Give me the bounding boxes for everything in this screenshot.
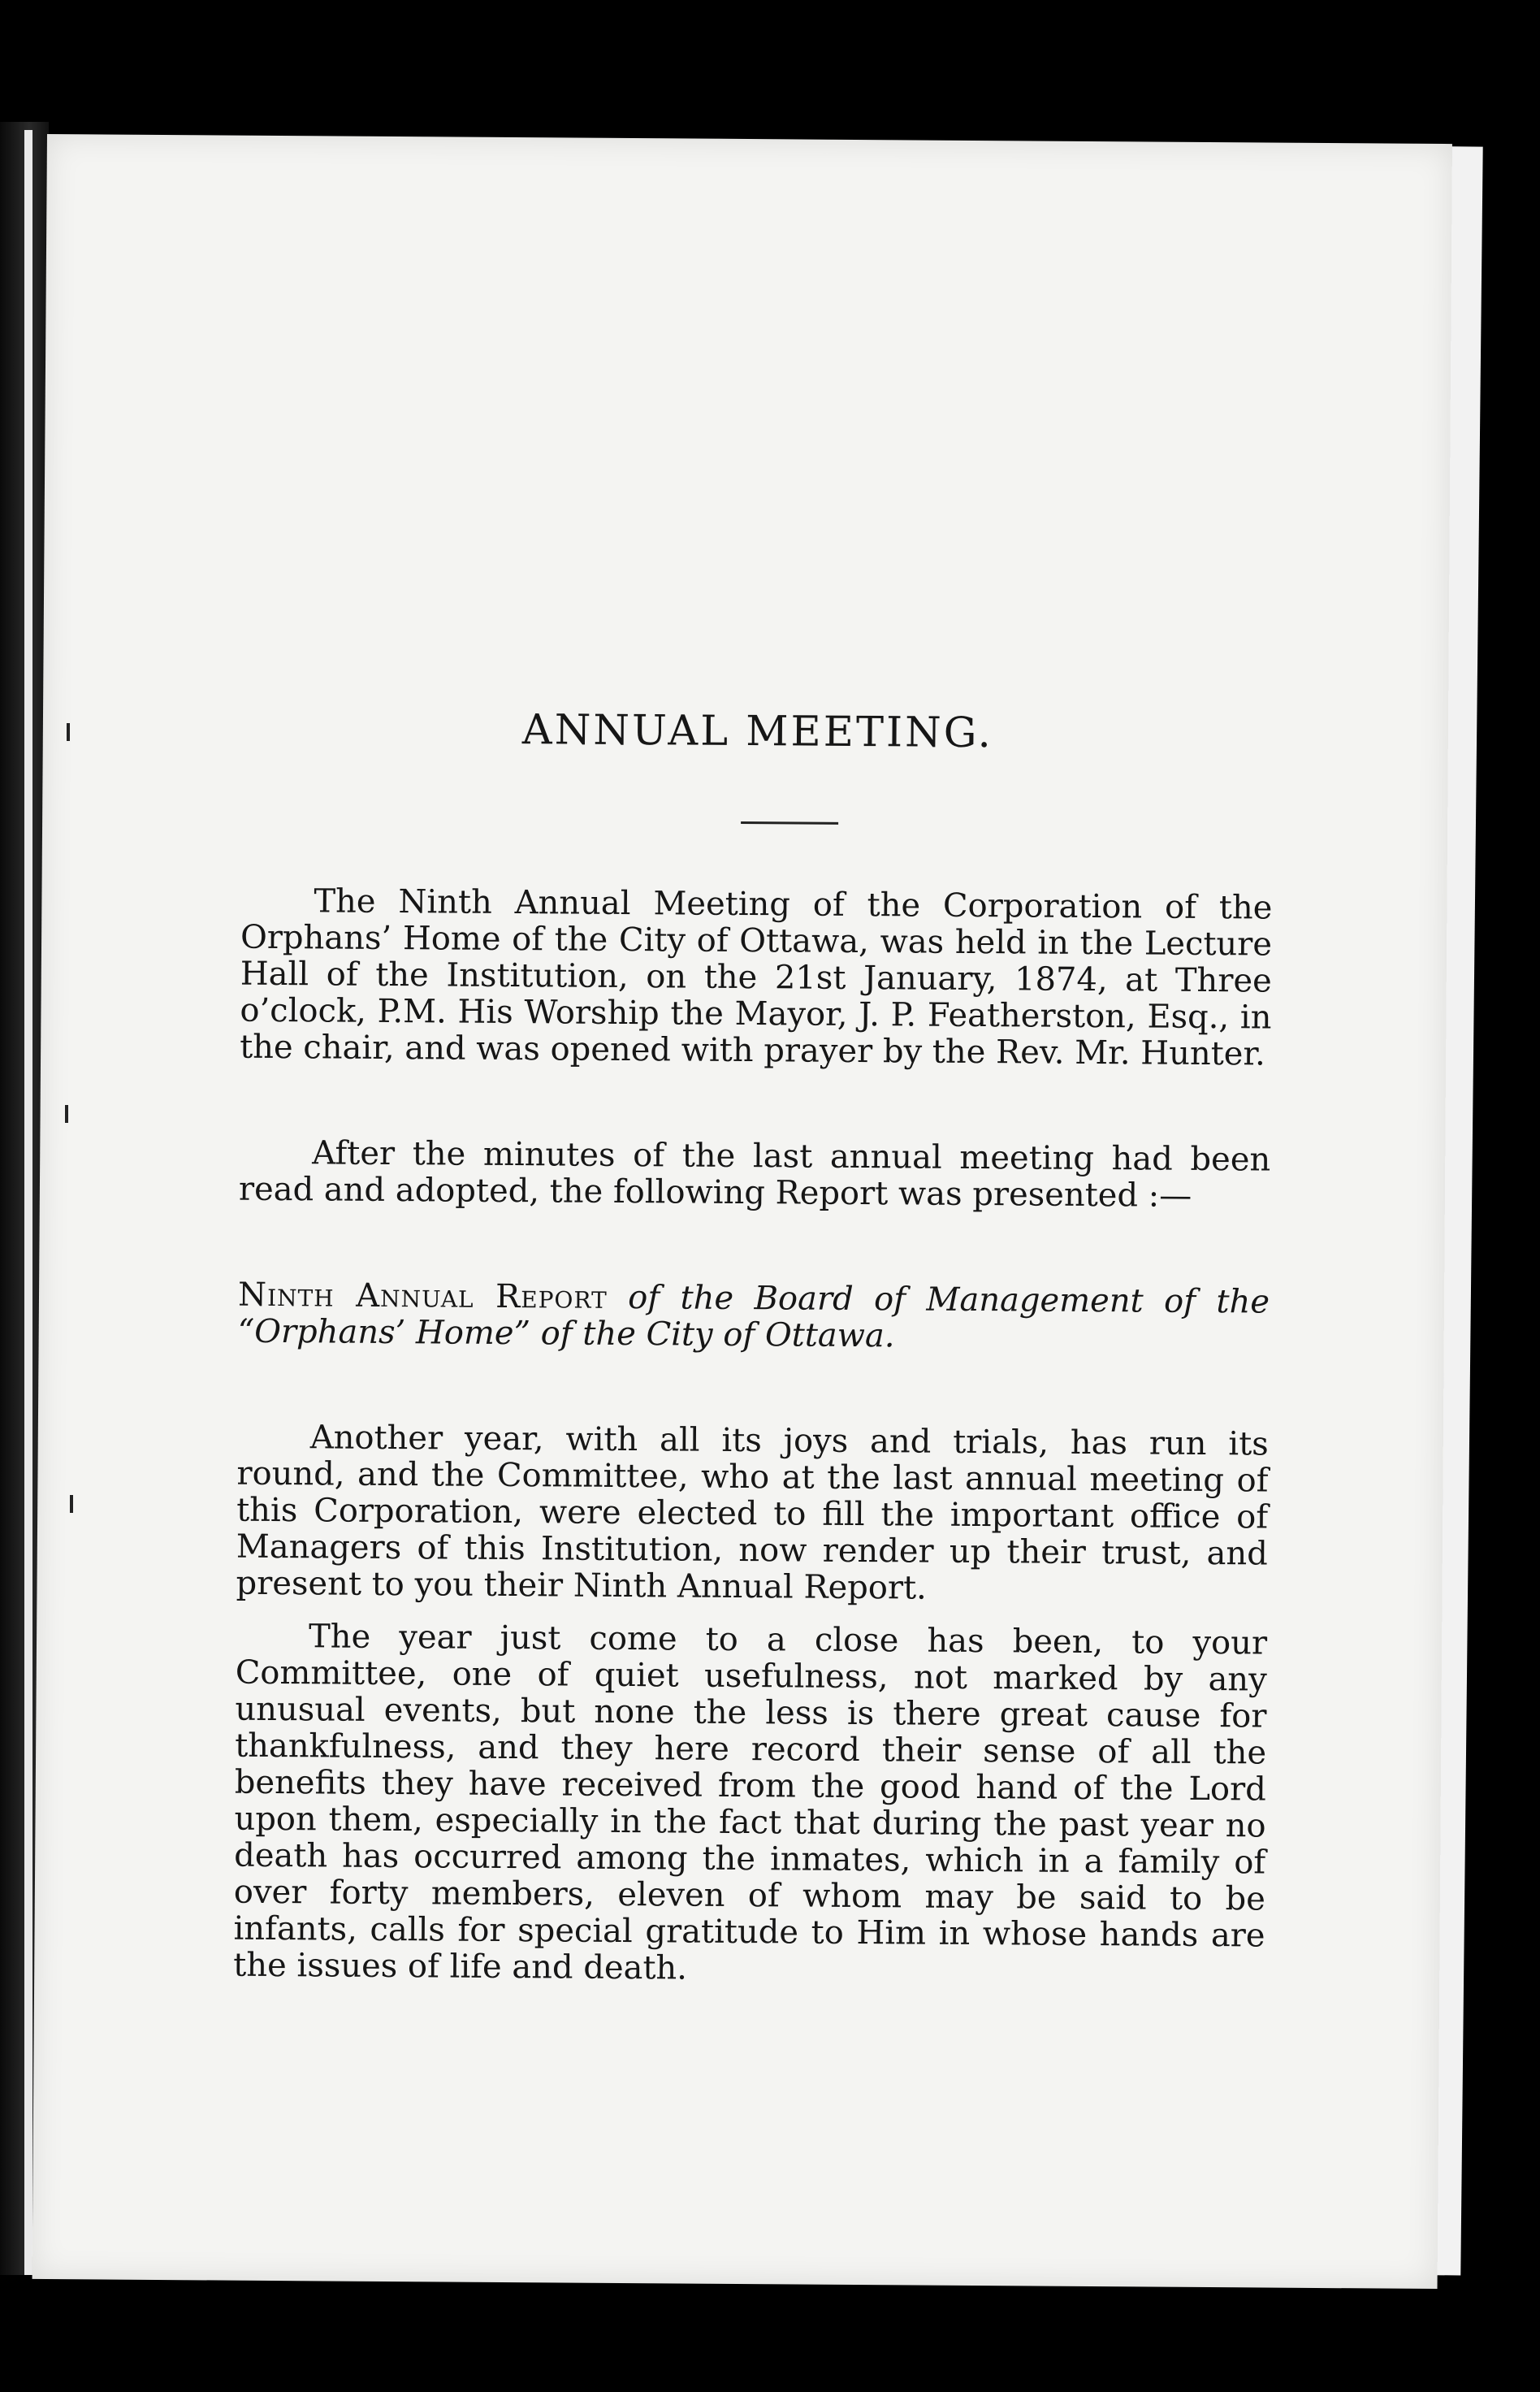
margin-mark xyxy=(67,723,70,741)
margin-mark xyxy=(70,1495,73,1513)
title-divider xyxy=(741,821,838,825)
report-heading-smallcaps: Ninth Annual Report xyxy=(237,1276,608,1316)
page-content xyxy=(233,136,1278,1987)
paragraph-meeting-intro: The Ninth Annual Meeting of the Corporation of the Orphans’ Home of the City of Ottawa, was held in the Lecture Hall of the Institution, on the 21st January, 1874, at Three o’clock, P.M. His Worship the Mayor, J. P. Featherston, Esq., in the chair, and was opened with prayer by the Rev. Mr. Hunter. xyxy=(240,882,1273,1073)
paragraph-minutes: After the minutes of the last annual meeting had been read and adopted, the following Report was presented :— xyxy=(238,1134,1271,1215)
paragraph-another-year: Another year, with all its joys and trials, has run its round, and the Committee, who at the last annual meeting of this Corporation, were elected to fill the important office of Managers of this Institution, now render up their trust, and present to you their Ninth Annual Report. xyxy=(236,1419,1269,1607)
page-title: ANNUAL MEETING. xyxy=(521,706,994,758)
report-heading-italic: of the Board of Management of the “Orphans’ Home” of the City of Ottawa. xyxy=(237,1278,1270,1355)
margin-mark xyxy=(65,1105,68,1123)
report-heading xyxy=(238,1277,1270,1358)
paragraph-year-close: The year just come to a close has been, to your Committee, one of quiet usefulness, not marked by any unusual events, but none the less is there great cause for thankfulness, and they here record their sense of all the benefits they have received from the good hand of the Lord upon them, especially in the fact that during the past year no death has occurred among the inmates, which in a family of over forty members, eleven of whom may be said to be infants, calls for special gratitude to Him in whose hands are the issues of life and death. xyxy=(233,1618,1268,1987)
document-page xyxy=(32,134,1452,2289)
facing-page-edge xyxy=(24,130,32,2275)
